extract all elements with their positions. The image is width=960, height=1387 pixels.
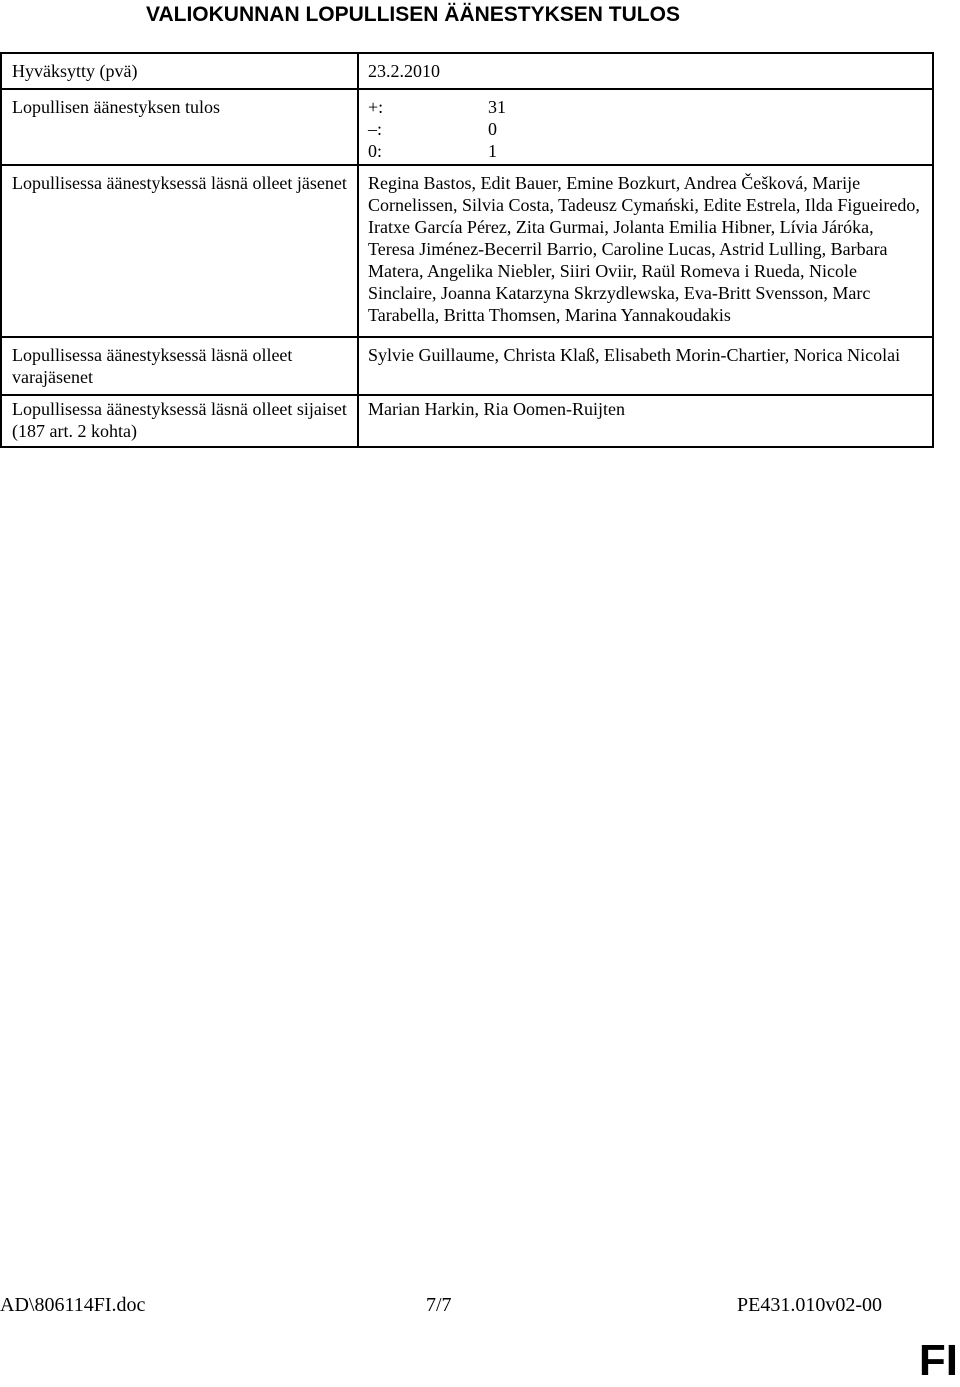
tally-abstain-count: 1 <box>488 141 497 161</box>
approved-date: 23.2.2010 <box>368 61 440 81</box>
substitutes-label: Lopullisessa äänestyksessä läsnä olleet varajäsenet <box>2 338 359 394</box>
document-title: VALIOKUNNAN LOPULLISEN ÄÄNESTYKSEN TULOS <box>146 3 680 26</box>
final-vote-table <box>0 52 934 448</box>
members-list: Regina Bastos, Edit Bauer, Emine Bozkurt, Andrea Češková, Marije Cornelissen, Silvia Costa, Tadeusz Cymański, Edite Estrela, Ilda Figueiredo, Iratxe García Pérez, Zita Gurmai, Jolanta Emilia Hibner, Lívia Járóka, Teresa Jiménez-Becerril Barrio, Caroline Lucas, Astrid Lulling, Barbara Matera, Angelika Niebler, Siiri Oviir, Raül Romeva i Rueda, Nicole Sinclaire, Joanna Katarzyna Skrzydlewska, Eva-Britt Svensson, Marc Tarabella, Britta Thomsen, Marina Yannakoudakis <box>368 173 920 325</box>
footer-page-number: 7/7 <box>426 1294 452 1316</box>
language-badge: FI <box>918 1336 958 1385</box>
substitutes-list: Sylvie Guillaume, Christa Klaß, Elisabeth Morin-Chartier, Norica Nicolai <box>368 345 901 365</box>
footer-version: PE431.010v02-00 <box>737 1294 882 1316</box>
result-tally <box>359 90 932 164</box>
replacements-row <box>2 396 932 446</box>
members-label: Lopullisessa äänestyksessä läsnä olleet jäsenet <box>2 166 359 336</box>
result-label: Lopullisen äänestyksen tulos <box>2 90 359 164</box>
tally-abstain-symbol: 0: <box>368 141 383 161</box>
approved-label: Hyväksytty (pvä) <box>2 54 359 88</box>
page-footer <box>0 1293 882 1317</box>
replacements-label: Lopullisessa äänestyksessä läsnä olleet sijaiset (187 art. 2 kohta) <box>2 396 359 446</box>
tally-for-count: 31 <box>488 97 506 117</box>
members-row <box>2 166 932 338</box>
approved-row <box>2 54 932 90</box>
replacements-list: Marian Harkin, Ria Oomen-Ruijten <box>368 399 625 419</box>
result-row <box>2 90 932 166</box>
tally-against-count: 0 <box>488 119 497 139</box>
tally-for-symbol: +: <box>368 97 384 117</box>
tally-against-symbol: –: <box>368 119 383 139</box>
footer-doc-ref: AD\806114FI.doc <box>0 1294 146 1316</box>
substitutes-row <box>2 338 932 396</box>
